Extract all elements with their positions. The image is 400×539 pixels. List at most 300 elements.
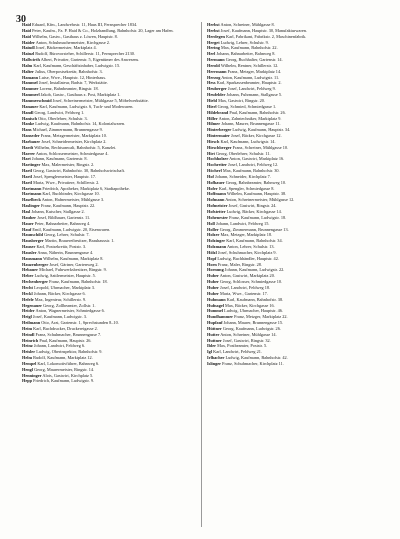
entry-name: Hildebrand — [207, 109, 229, 115]
directory-entry — [207, 168, 389, 173]
entry-text: Josef, Bildhauer, Gartenstr. 11. — [37, 214, 91, 220]
entry-name: Haslinger — [22, 203, 40, 209]
entry-name: Heisler — [22, 349, 36, 355]
entry-text: Johann, Kaufmann, Ludwigstr. 22. — [224, 267, 285, 273]
entry-text: Anton, Schuhmachermeister, Kirchgasse 2. — [35, 39, 111, 45]
entry-name: Hartl — [22, 168, 33, 174]
directory-entry — [22, 267, 204, 272]
entry-name: Hechenberger — [22, 279, 49, 285]
entry-text: Karl, Lokomotivführer, Bahnweg 6. — [37, 360, 100, 366]
entry-text: Max, Bäcker, Kirchgasse 16. — [225, 302, 275, 308]
entry-text: Martin, Brauereibesitzer, Brauhausstr. 1. — [44, 238, 115, 244]
entry-text: Anton, Schreiner, Mühlgasse 8. — [220, 22, 275, 27]
entry-name: Haselbeck — [22, 197, 41, 203]
directory-entry — [207, 69, 389, 74]
entry-name: Hopf — [207, 255, 217, 261]
entry-text: Max, Malermeister, Ringstr. 2. — [41, 162, 95, 168]
entry-text: Wilhelm, Rechtsanwalt, Bahnhofstr. 5, Kanzlei. — [34, 144, 117, 150]
entry-name: Harbauer — [22, 138, 41, 144]
entry-text: Josef, Schuhmacher, Kirchplatz 9. — [217, 249, 277, 255]
directory-entry — [22, 273, 204, 278]
entry-text: Paul, Kaufmann, Hauptstr. 26. — [39, 337, 92, 343]
directory-entry — [22, 156, 204, 161]
directory-entry — [207, 314, 389, 319]
entry-text: Karl, Kaufmann, Ludwigstr. 6, Tuch- und Modewaren. — [39, 103, 134, 109]
entry-name: Holler — [207, 226, 219, 232]
entry-name: Hufnagel — [207, 302, 224, 308]
directory-entry — [22, 80, 204, 85]
entry-name: Hartinger — [22, 162, 41, 168]
entry-text: Georg, Gastwirt, Bahnhofstr. 30, Bahnhofswirtschaft. — [33, 168, 126, 174]
directory-entry — [22, 145, 204, 150]
entry-name: Hirschberger — [207, 144, 232, 150]
entry-name: Hof — [207, 173, 214, 179]
entry-name: Hoffmann — [207, 191, 226, 197]
entry-text: Karl, Spengler, Schmiedgasse 8. — [218, 185, 275, 191]
entry-text: Franz, Kaufmann, Ludwigstr. 18. — [229, 214, 287, 220]
directory-entry — [22, 303, 204, 308]
entry-text: Emil, Kaufmann, Ludwigstr. 20, Eisenwaren. — [32, 226, 111, 232]
entry-name: Hofer — [207, 185, 218, 191]
directory-entry — [22, 291, 204, 296]
directory-entry — [22, 215, 204, 220]
entry-name: Hammerl — [22, 92, 40, 98]
directory-entry — [22, 373, 204, 378]
directory-entry — [22, 244, 204, 249]
entry-name: Hirt — [207, 150, 215, 156]
entry-text: Franz, Schuhmacher, Kirchplatz 11. — [222, 360, 284, 366]
directory-entry — [207, 133, 389, 138]
entry-text: Maria, Wwe., Privatiere, Schillerstr. 2. — [33, 179, 100, 185]
entry-text: Michael, Fuhrwerksbesitzer, Ringstr. 9. — [39, 267, 107, 273]
entry-text: Josef, Schneidermeister, Kirchplatz 2. — [41, 138, 107, 144]
entry-text: Johann, Landwirt, Feldweg 15. — [215, 220, 270, 226]
entry-text: Albert, Privatier, Gartenstr. 5, Eigentümer des Anwesens. — [40, 57, 140, 63]
entry-name: Islinger — [207, 360, 222, 366]
entry-text: Karl, Sparkassenbeamter, Hauptstr. 2. — [216, 80, 282, 86]
directory-entry — [207, 250, 389, 255]
entry-name: Huber — [207, 284, 219, 290]
entry-name: Hupfauf — [207, 320, 223, 326]
entry-name: Hefele — [22, 296, 34, 302]
entry-name: Hauer — [22, 220, 34, 226]
directory-entry — [207, 203, 389, 208]
entry-text: Georg, Landwirt, Feldweg 1. — [34, 109, 85, 115]
entry-text: Rudolf, Kaufmann, Marktplatz 12. — [33, 355, 93, 361]
directory-entry — [22, 361, 204, 366]
directory-entry — [207, 215, 389, 220]
entry-name: Höcherl — [207, 168, 222, 174]
directory-entry — [22, 168, 204, 173]
entry-text: Ludwig, Kaufmann, Hauptstr. 34. — [232, 127, 291, 133]
entry-name: Hauzenberger — [22, 261, 49, 267]
entry-name: Hausler — [22, 249, 37, 255]
entry-text: Josef, Bäcker, Kirchgasse 12. — [231, 133, 282, 139]
entry-name: Hundhammer — [207, 314, 234, 320]
entry-text: Franz, Kaufmann, Bahnhofstr. 18. — [49, 279, 108, 285]
directory-entry — [207, 256, 389, 261]
directory-entry — [22, 343, 204, 348]
directory-entry — [207, 262, 389, 267]
directory-entry — [22, 378, 204, 383]
directory-entry — [207, 86, 389, 91]
directory-entry — [22, 69, 204, 74]
directory-entry — [22, 110, 204, 115]
entry-text: Karl, Landwirt, Feldweg 21. — [213, 349, 263, 355]
directory-entry — [22, 162, 204, 167]
entry-name: Hausberger — [22, 238, 44, 244]
entry-text: Georg, Zimmermann, Brunnengasse 13. — [219, 226, 289, 232]
directory-entry — [207, 209, 389, 214]
entry-name: Haunschild — [22, 232, 44, 238]
entry-name: Hornung — [207, 267, 224, 273]
directory-entry — [22, 285, 204, 290]
entry-text: Anna, Näherin, Brunnengasse 4. — [37, 249, 94, 255]
entry-text: Georg, Lehrer, Schulstr. 7. — [44, 232, 90, 238]
directory-entry — [207, 361, 389, 366]
entry-text: Josef, Spenglermeister, Hauptstr. 17. — [33, 173, 97, 179]
entry-name: Hanauer — [22, 103, 39, 109]
directory-entry — [22, 133, 204, 138]
directory-entry — [22, 349, 204, 354]
entry-text: Friedrich, Kaufmann, Ludwigstr. 9. — [33, 378, 95, 384]
directory-entry — [22, 127, 204, 132]
directory-entry — [22, 203, 204, 208]
entry-name: Heinz — [22, 343, 33, 349]
entry-text: Max, Kaufmann, Bahnhofstr. 30. — [222, 168, 280, 174]
entry-text: Wilhelm, Kaufmann, Hauptstr. 38. — [226, 191, 287, 197]
entry-text: Karl, Fabrikant, Fabrikstr. 2, Maschinenfabrik. — [225, 33, 307, 39]
directory-entry — [207, 22, 389, 27]
entry-name: Heim — [22, 325, 33, 331]
entry-name: Irlbacher — [207, 355, 225, 361]
entry-text: Anton, Lehrer, Schulstr. 13. — [226, 244, 275, 250]
directory-entry — [22, 250, 204, 255]
entry-name: Hempel — [22, 360, 37, 366]
entry-text: Johann, Fuhrmann, Stallgasse 5. — [226, 92, 283, 98]
entry-name: Hutter — [207, 331, 220, 337]
entry-name: Holzinger — [207, 238, 226, 244]
entry-text: Josef, Landwirt, Feldweg 18. — [220, 284, 271, 290]
entry-text: Max, Postbeamter, Poststr. 5. — [217, 343, 268, 349]
entry-name: Holzer — [207, 232, 220, 238]
entry-name: Hanke — [22, 121, 35, 127]
directory-entry — [207, 57, 389, 62]
entry-name: Haindl — [22, 45, 35, 51]
entry-name: Heufelder — [207, 92, 226, 98]
entry-text: Karl, Buchbinder, Kirchgasse 10. — [42, 191, 100, 197]
directory-entry — [22, 238, 204, 243]
entry-text: Eduard, Kfm., Landwehrstr. 11, Haus III, Fernsprecher 1834. — [32, 22, 138, 27]
directory-entry — [22, 367, 204, 372]
entry-text: Josef, Schreinermeister, Mühlgasse 5, Möbelwerkstätte. — [52, 97, 149, 103]
entry-name: Hermann — [207, 57, 225, 63]
directory-entry — [22, 262, 204, 267]
entry-text: Lorenz, Bahnbeamter, Ringstr. 18. — [39, 86, 99, 92]
directory-entry — [207, 227, 389, 232]
directory-entry — [207, 186, 389, 191]
entry-name: Hepp — [22, 378, 33, 384]
entry-text: Jakob, Gastw., Gasthaus z. Post, Marktplatz 1. — [40, 92, 121, 98]
entry-name: Harrer — [22, 150, 36, 156]
directory-entry — [22, 28, 204, 33]
entry-name: Hauser — [22, 244, 36, 250]
entry-text: Georg, Maurermeister, Ringstr. 14. — [34, 366, 95, 372]
entry-text: Johann, Maurer, Brunnengasse 15. — [223, 320, 284, 326]
entry-text: Maria, Wwe., Gartenstr. 17. — [220, 290, 268, 296]
directory-entry — [207, 80, 389, 85]
entry-text: Franz, Schreiner, Mühlgasse 10. — [232, 144, 289, 150]
entry-text: Franz, Metzger, Marktplatz 14. — [227, 68, 282, 74]
entry-name: Herbst — [207, 22, 220, 27]
directory-entry — [207, 180, 389, 185]
directory-entry — [207, 116, 389, 121]
entry-text: Leopold, Uhrmacher, Marktplatz 3. — [34, 284, 95, 290]
directory-entry — [22, 139, 204, 144]
directory-entry — [207, 139, 389, 144]
directory-entry — [207, 28, 389, 33]
entry-name: Hasl — [22, 209, 31, 214]
entry-name: Heilmann — [22, 320, 41, 326]
entry-name: Hanisch — [22, 115, 38, 121]
directory-entry — [207, 45, 389, 50]
directory-entry — [22, 75, 204, 80]
directory-entry — [22, 86, 204, 91]
entry-name: Hart — [22, 156, 31, 162]
entry-text: Otto, Arzt, Gartenstr. 1, Sprechstunden 8–10. — [41, 320, 119, 326]
entry-name: Hilmer — [207, 121, 221, 127]
entry-name: Herold — [207, 62, 220, 68]
entry-text: Franz, Metzgermeister, Marktplatz 10. — [40, 133, 107, 139]
directory-entry — [22, 40, 204, 45]
left-column — [22, 22, 204, 384]
entry-name: Hammerschmid — [22, 97, 52, 103]
directory-entry — [207, 98, 389, 103]
entry-text: Wilhelm, Rentner, Schillerstr. 12. — [220, 62, 279, 68]
entry-text: Ludwig, Oberinspektor, Bahnhofstr. 9. — [36, 349, 103, 355]
entry-text: Johann, Landwirt, Feldweg 6. — [33, 343, 86, 349]
entry-name: Horn — [207, 261, 217, 267]
right-column — [207, 22, 389, 367]
entry-text: Anton, Schlossermeister, Schmiedgasse 4. — [35, 150, 109, 156]
directory-entry — [22, 308, 204, 313]
directory-entry — [207, 308, 389, 313]
directory-entry — [207, 349, 389, 354]
entry-name: Hofbauer — [207, 179, 225, 185]
entry-name: Hiller — [207, 115, 218, 121]
directory-entry — [22, 221, 204, 226]
entry-text: Ludwig, Kaufmann, Bahnhofstr. 14, Kolonialwaren. — [35, 121, 126, 127]
entry-text: Peter, Kaufm., Fa. P. Haid & Co., Holzhandlung, Bahnhofstr. 20, Lager am Hafen. — [32, 27, 174, 33]
directory-entry — [22, 51, 204, 56]
entry-text: Georg, Schlosser, Schmiedgasse 10. — [220, 279, 283, 285]
entry-text: Josef, Landwirt, Feldweg 12. — [228, 162, 279, 168]
entry-name: Hofmann — [207, 197, 225, 203]
entry-text: Josef, Gärtner, Gartenweg 2. — [49, 261, 99, 267]
directory-entry — [207, 63, 389, 68]
entry-text: Karl, Postsekretär, Poststr. 3. — [36, 244, 87, 250]
entry-name: Hochreiter — [207, 162, 227, 168]
directory-entry — [207, 338, 389, 343]
entry-name: Hebauer — [22, 267, 38, 273]
directory-entry — [207, 303, 389, 308]
entry-text: Anton, Schreiner, Mühlgasse 14. — [220, 331, 277, 337]
entry-name: Igl — [207, 349, 213, 355]
entry-name: Herget — [207, 39, 220, 45]
entry-text: Max, Gastwirt, Ringstr. 20. — [218, 97, 266, 103]
directory-entry — [22, 63, 204, 68]
entry-name: Hering — [207, 45, 220, 51]
directory-entry — [22, 98, 204, 103]
entry-name: Hochholzer — [207, 156, 229, 162]
entry-text: Ludwig, Buchhändler, Hauptstr. 42. — [217, 255, 279, 261]
directory-entry — [207, 162, 389, 167]
directory-entry — [22, 174, 204, 179]
entry-name: Hengl — [22, 366, 33, 372]
entry-text: Franz, Schuhmacher, Brunnengasse 7. — [35, 331, 102, 337]
entry-text: Karl, Kaufmann, Bahnhofstr. 34. — [226, 238, 283, 244]
directory-entry — [207, 121, 389, 126]
entry-name: Henninger — [22, 372, 42, 378]
entry-text: Georg, Schmied, Schmiedgasse 1. — [217, 103, 277, 109]
entry-text: Michael, Zimmermann, Brunnengasse 9. — [32, 127, 103, 133]
directory-entry — [207, 273, 389, 278]
entry-text: Josef, Gastwirt, Ringstr. 24. — [228, 203, 277, 209]
entry-text: Josef, Bäckermeister, Marktplatz 4. — [35, 45, 97, 51]
entry-text: Josef, Landwirt, Feldweg 9. — [227, 86, 276, 92]
directory-entry — [207, 291, 389, 296]
entry-text: Josef, Kaufmann, Hauptstr. 30, Manufakturwaren. — [220, 27, 308, 33]
entry-name: Hüttner — [207, 325, 222, 331]
entry-text: Franz, Maler, Ringstr. 28. — [217, 261, 262, 267]
entry-text: Johann, Kaufmann, Gartenstr. 8. — [31, 156, 88, 162]
entry-name: Huber — [207, 279, 219, 285]
directory-entry — [207, 197, 389, 202]
directory-entry — [207, 127, 389, 132]
directory-entry — [22, 22, 204, 27]
directory-entry — [22, 104, 204, 109]
directory-entry — [207, 267, 389, 272]
directory-entry — [22, 186, 204, 191]
entry-name: Hainzl — [22, 51, 35, 57]
entry-name: Hirsch — [207, 138, 220, 144]
directory-entry — [22, 314, 204, 319]
entry-text: Paul, Kaufmann, Bahnhofstr. 26. — [229, 109, 286, 115]
entry-text: Georg, Buchhalter, Gartenstr. 14. — [225, 57, 283, 63]
entry-name: Hinterberger — [207, 127, 232, 133]
entry-text: Peter, Bahnarbeiter, Bahnweg 4. — [34, 220, 91, 226]
entry-text: Karl, Buchdrucker, Druckereigasse 2. — [33, 325, 98, 331]
entry-name: Hummel — [207, 308, 223, 314]
entry-name: Holzmann — [207, 244, 227, 250]
directory-entry — [22, 232, 204, 237]
entry-name: Heider — [22, 308, 35, 314]
entry-text: Anton, Schreinermeister, Mühlgasse 12. — [225, 197, 295, 203]
column-divider — [201, 22, 202, 527]
entry-name: Hartl — [22, 179, 33, 185]
entry-name: Hammel — [22, 80, 38, 86]
entry-text: Johann, Kutscher, Stallgasse 2. — [31, 209, 85, 214]
entry-name: Haider — [22, 39, 35, 45]
entry-name: Hauf — [22, 226, 32, 232]
entry-name: Hauber — [22, 214, 37, 220]
directory-entry — [22, 320, 204, 325]
entry-name: Halter — [22, 68, 34, 74]
directory-entry — [207, 174, 389, 179]
entry-name: Huber — [207, 273, 219, 279]
entry-text: Otto, Oberlehrer, Schulstr. 3. — [38, 115, 88, 121]
directory-entry — [207, 40, 389, 45]
entry-text: Max, Ingenieur, Schillerstr. 9. — [34, 296, 87, 302]
entry-text: Franz, Metzger, Marktplatz 22. — [234, 314, 288, 320]
entry-name: Hanseder — [22, 133, 40, 139]
entry-name: Heckl — [22, 290, 33, 296]
directory-entry — [207, 326, 389, 331]
entry-name: Heinrich — [22, 337, 39, 343]
entry-name: Hess — [207, 80, 216, 86]
directory-entry — [22, 209, 204, 214]
entry-text: Karl, Kaufmann, Bahnhofstr. 38. — [226, 296, 284, 302]
directory-entry — [207, 92, 389, 97]
entry-text: Johann, Bäcker, Kirchgasse 6. — [33, 290, 86, 296]
directory-entry — [207, 355, 389, 360]
entry-name: Herl — [207, 51, 216, 57]
entry-text: Max, Metzger, Marktplatz 18. — [220, 232, 273, 238]
directory-entry — [22, 332, 204, 337]
entry-text: Anton, Kaufmann, Ludwigstr. 11. — [221, 74, 280, 80]
entry-name: Hartmann — [22, 185, 42, 191]
entry-text: Georg, Bahnbeamter, Bahnweg 10. — [225, 179, 287, 185]
entry-name: Hubmann — [207, 296, 226, 302]
directory-entry — [207, 244, 389, 249]
directory-entry — [22, 151, 204, 156]
entry-text: Julius, Oberpostsekretär, Bahnhofstr. 3. — [35, 68, 103, 74]
entry-text: Anton, Hafnermeister, Mühlgasse 3. — [41, 197, 105, 203]
entry-text: Josef, Kaufmann, Ludwigstr. 3. — [32, 314, 87, 320]
entry-name: Hölzl — [207, 249, 217, 255]
directory-entry — [22, 180, 204, 185]
entry-text: Ludwig, Uhrmacher, Hauptstr. 46. — [224, 308, 283, 314]
directory-entry — [207, 34, 389, 39]
entry-name: Heindl — [22, 331, 35, 337]
entry-text: Luise, Wwe., Hauptstr. 12, Hinterhaus. — [39, 74, 107, 80]
directory-entry — [22, 191, 204, 196]
entry-name: Heuberger — [207, 86, 227, 92]
entry-text: Karl, Kaufmann, Ludwigstr. 14. — [220, 138, 276, 144]
directory-entry — [207, 297, 389, 302]
directory-entry — [22, 256, 204, 261]
directory-entry — [22, 92, 204, 97]
directory-entry — [22, 279, 204, 284]
entry-text: Johann, Maurer, Brunnengasse 11. — [221, 121, 281, 127]
entry-name: Herbst — [207, 27, 220, 33]
directory-entry — [22, 34, 204, 39]
entry-text: Anton, Gastwirt, Marktplatz 20. — [219, 273, 275, 279]
entry-text: Max, Kaufmann, Bahnhofstr. 22. — [220, 45, 278, 51]
entry-name: Hallwirth — [22, 57, 40, 63]
directory-entry — [22, 45, 204, 50]
entry-text: Ludwig, Lehrer, Schulstr. 9. — [220, 39, 269, 45]
entry-name: Haid — [22, 33, 32, 39]
entry-name: Hammer — [22, 86, 39, 92]
entry-text: Johann, Schneider, Kirchplatz 7. — [215, 173, 271, 179]
entry-name: Heigl — [22, 314, 32, 320]
directory-entry — [207, 104, 389, 109]
entry-name: Heber — [22, 273, 34, 279]
entry-name: Hofstetter — [207, 209, 226, 214]
entry-text: Anton, Gastwirt, Marktplatz 16. — [229, 156, 285, 162]
entry-name: Hamann — [22, 74, 38, 80]
